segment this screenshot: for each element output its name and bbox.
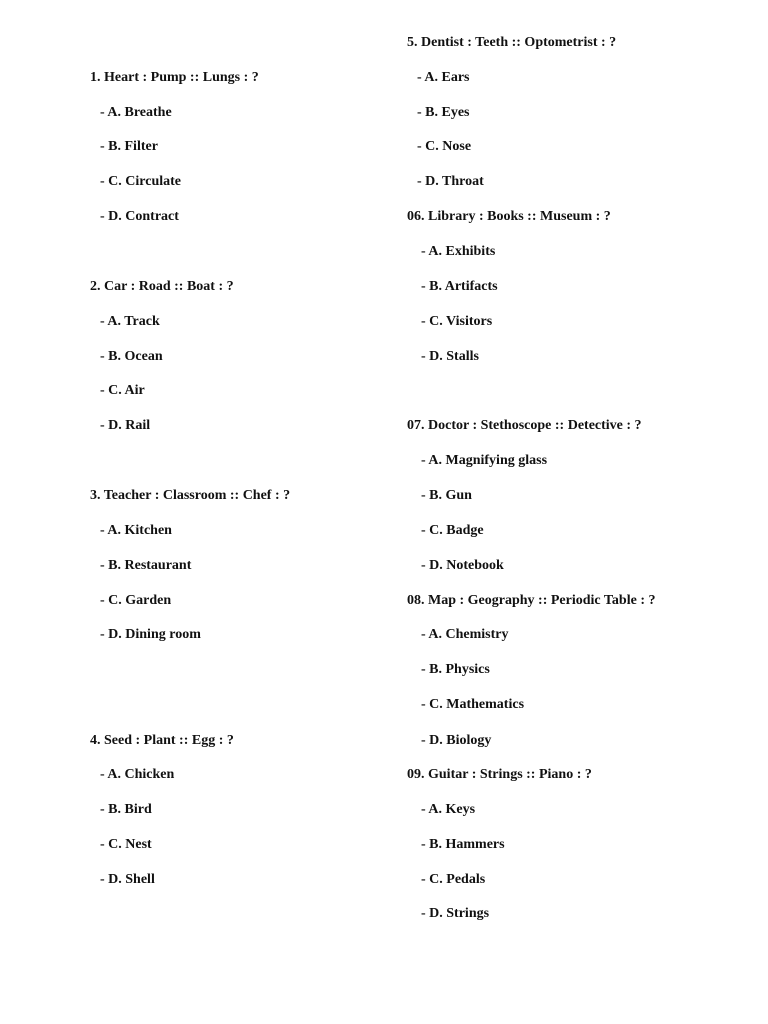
question-4-option-b: - B. Bird: [100, 802, 152, 817]
question-4-option-c: - C. Nest: [100, 837, 152, 852]
question-9-option-a: - A. Keys: [421, 802, 476, 817]
question-5-option-b: - B. Eyes: [417, 105, 470, 120]
question-2-option-b: - B. Ocean: [100, 349, 163, 364]
question-1-option-c: - C. Circulate: [100, 174, 181, 189]
question-9-option-b: - B. Hammers: [421, 837, 505, 852]
question-8-prompt: 08. Map : Geography :: Periodic Table : ?: [407, 593, 656, 608]
question-8-option-b: - B. Physics: [421, 662, 490, 677]
question-7-option-b: - B. Gun: [421, 488, 472, 503]
question-7-option-d: - D. Notebook: [421, 558, 504, 573]
question-6-option-d: - D. Stalls: [421, 349, 479, 364]
question-3-option-d: - D. Dining room: [100, 627, 201, 642]
question-3-option-b: - B. Restaurant: [100, 558, 192, 573]
question-7-option-a: - A. Magnifying glass: [421, 453, 548, 468]
question-9-option-d: - D. Strings: [421, 906, 490, 921]
question-5-option-c: - C. Nose: [417, 139, 472, 154]
question-3-option-c: - C. Garden: [100, 593, 172, 608]
question-2-option-d: - D. Rail: [100, 418, 151, 433]
question-6-option-b: - B. Artifacts: [421, 279, 498, 294]
question-2-option-a: - A. Track: [100, 314, 160, 329]
question-4-option-a: - A. Chicken: [100, 767, 175, 782]
question-5-prompt: 5. Dentist : Teeth :: Optometrist : ?: [407, 35, 617, 50]
question-5-option-a: - A. Ears: [417, 70, 470, 85]
question-4-option-d: - D. Shell: [100, 872, 155, 887]
question-1-option-b: - B. Filter: [100, 139, 158, 154]
question-1-option-a: - A. Breathe: [100, 105, 172, 120]
question-9-option-c: - C. Pedals: [421, 872, 486, 887]
question-1-prompt: 1. Heart : Pump :: Lungs : ?: [90, 70, 259, 85]
question-4-prompt: 4. Seed : Plant :: Egg : ?: [90, 733, 234, 748]
question-9-prompt: 09. Guitar : Strings :: Piano : ?: [407, 767, 592, 782]
question-8-option-d: - D. Biology: [421, 733, 492, 748]
question-7-option-c: - C. Badge: [421, 523, 484, 538]
question-7-prompt: 07. Doctor : Stethoscope :: Detective : ?: [407, 418, 642, 433]
question-2-prompt: 2. Car : Road :: Boat : ?: [90, 279, 234, 294]
question-6-option-a: - A. Exhibits: [421, 244, 496, 259]
question-8-option-c: - C. Mathematics: [421, 697, 525, 712]
question-8-option-a: - A. Chemistry: [421, 627, 509, 642]
question-3-option-a: - A. Kitchen: [100, 523, 172, 538]
question-2-option-c: - C. Air: [100, 383, 145, 398]
question-1-option-d: - D. Contract: [100, 209, 179, 224]
question-6-prompt: 06. Library : Books :: Museum : ?: [407, 209, 611, 224]
question-3-prompt: 3. Teacher : Classroom :: Chef : ?: [90, 488, 291, 503]
question-5-option-d: - D. Throat: [417, 174, 484, 189]
question-6-option-c: - C. Visitors: [421, 314, 493, 329]
